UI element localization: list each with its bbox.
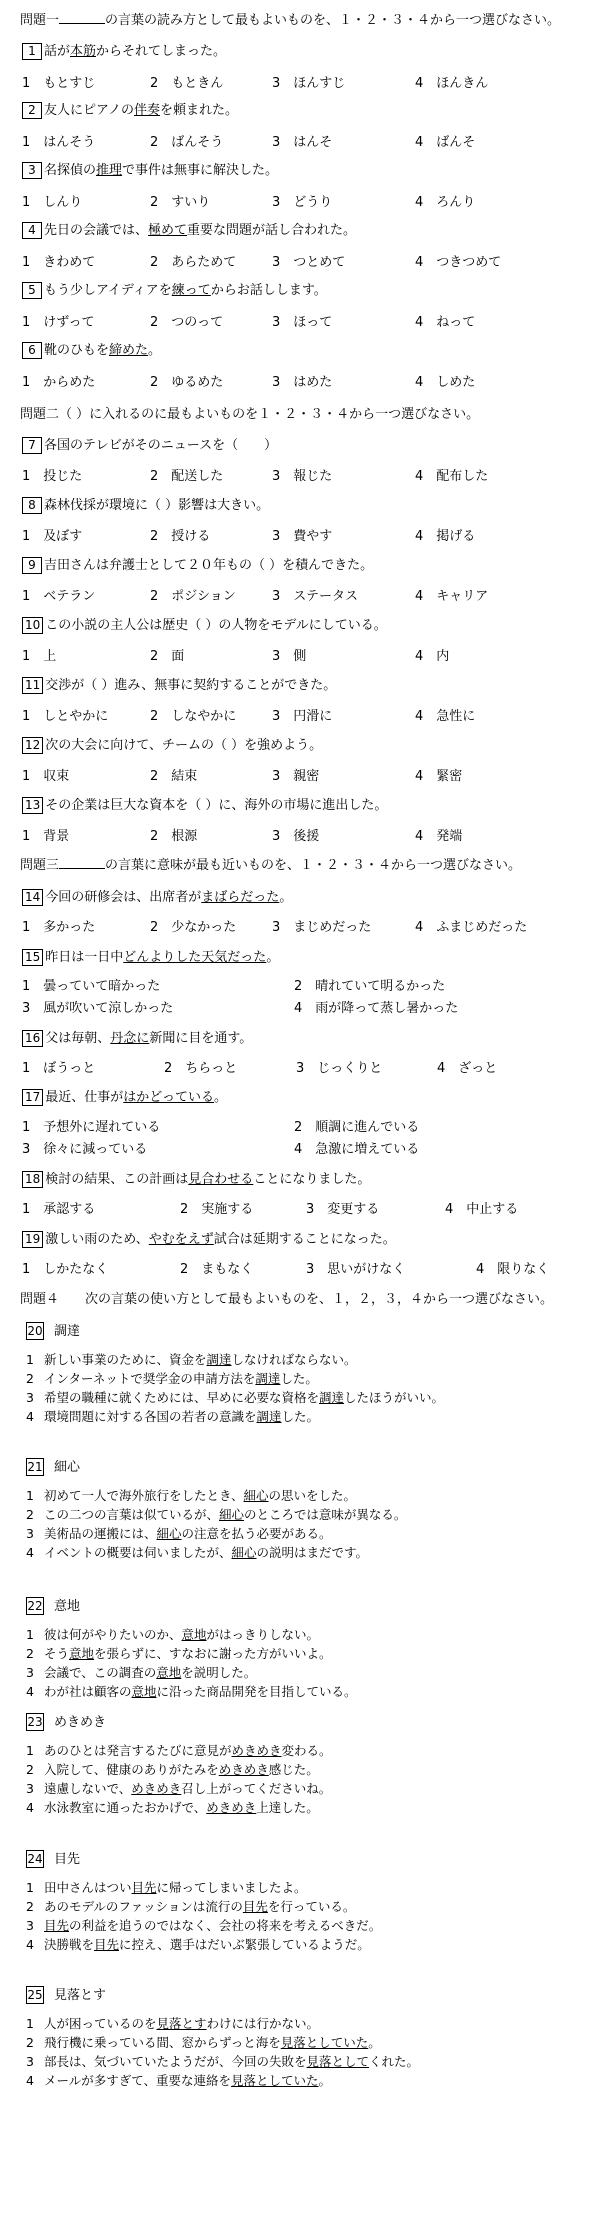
option-2[interactable]: 2 ばんそう <box>150 135 224 150</box>
option-3[interactable]: 3 遠慮しないで、めきめき召し上がってくださいね。 <box>26 1781 332 1796</box>
option-3[interactable]: 3 会議で、この調査の意地を説明した。 <box>26 1665 257 1680</box>
question-text: 激しい雨のため、 <box>45 1232 149 1247</box>
question-text: もう少しアイディアを <box>44 283 172 298</box>
option-3[interactable]: 3 風が吹いて涼しかった <box>22 1001 174 1016</box>
option-4[interactable]: 4 ねって <box>415 315 476 330</box>
question-number: 15 <box>22 949 43 966</box>
option-2[interactable]: 2 もときん <box>150 76 224 91</box>
option-3[interactable]: 3 はめた <box>272 375 333 390</box>
option-1[interactable]: 1 背景 <box>22 829 70 844</box>
question-number: 23 <box>27 1715 43 1729</box>
option-4[interactable]: 4 中止する <box>445 1202 519 1217</box>
question-19 <box>22 1227 396 1253</box>
option-4[interactable]: 4 水泳教室に通ったおかげで、めきめき上達した。 <box>26 1800 319 1815</box>
option-3[interactable]: 3 ステータス <box>272 589 359 604</box>
option-3[interactable]: 3 じっくりと <box>296 1061 383 1076</box>
question-text: からお話しします。 <box>210 283 327 298</box>
option-2[interactable]: 2 順調に進んでいる <box>294 1120 420 1135</box>
target-word: 意地 <box>54 1599 81 1614</box>
part1-label: 問題一 <box>20 13 60 28</box>
option-1[interactable]: 1 からめた <box>22 375 96 390</box>
option-3[interactable]: 3 側 <box>272 649 307 664</box>
underline-blank <box>59 10 105 24</box>
underlined-word: はかどっている <box>123 1090 215 1105</box>
question-4 <box>22 218 356 244</box>
question-12 <box>22 733 322 759</box>
option-1[interactable]: 1 人が困っているのを見落とすわけには行かない。 <box>26 2016 320 2031</box>
option-4[interactable]: 4 配布した <box>415 469 489 484</box>
question-number: 17 <box>22 1089 43 1106</box>
part1-instruction-text: の言葉の読み方として最もよいものを、１・２・３・４から一つ選びなさい。 <box>105 13 561 28</box>
option-4[interactable]: 4 掲げる <box>415 529 476 544</box>
option-4[interactable]: 4 限りなく <box>476 1262 550 1277</box>
option-2[interactable]: 2 飛行機に乗っている間、窓からずっと海を見落としていた。 <box>26 2035 381 2050</box>
option-3[interactable]: 3 ほって <box>272 315 333 330</box>
option-3[interactable]: 3 後援 <box>272 829 320 844</box>
underlined-word: 練って <box>171 283 211 298</box>
question-number: 25 <box>27 1988 43 2002</box>
underlined-word: 推理 <box>96 163 123 178</box>
question-text: で事件は無事に解決した。 <box>122 163 279 178</box>
option-1[interactable]: 1 初めて一人で海外旅行をしたとき、細心の思いをした。 <box>26 1488 357 1503</box>
option-1[interactable]: 1 しとやかに <box>22 709 109 724</box>
option-4[interactable]: 4 雨が降って蒸し暑かった <box>294 1001 459 1016</box>
question-number: 6 <box>22 342 42 359</box>
question-5 <box>22 278 327 304</box>
option-3[interactable]: 3 費やす <box>272 529 333 544</box>
option-1[interactable]: 1 ベテラン <box>22 589 96 604</box>
option-1[interactable]: 1 彼は何がやりたいのか、意地がはっきりしない。 <box>26 1627 320 1642</box>
question-text: 友人にピアノの <box>44 103 134 118</box>
underlined-word: まばらだった <box>201 890 280 905</box>
option-4[interactable]: 4 メールが多すぎて、重要な連絡を見落としていた。 <box>26 2073 332 2088</box>
option-4[interactable]: 4 わが社は顧客の意地に沿った商品開発を目指している。 <box>26 1684 357 1699</box>
question-3 <box>22 158 278 184</box>
question-text: 昨日は一日中 <box>45 950 124 965</box>
question-14 <box>22 885 292 911</box>
option-2[interactable]: 2 根源 <box>150 829 198 844</box>
question-21 <box>26 1455 80 1481</box>
question-number: 5 <box>22 282 42 299</box>
option-1[interactable]: 1 もとすじ <box>22 76 96 91</box>
option-4[interactable]: 4 しめた <box>415 375 476 390</box>
option-4[interactable]: 4 ほんきん <box>415 76 489 91</box>
question-number: 11 <box>22 677 43 694</box>
question-7 <box>22 433 277 459</box>
option-2[interactable]: 2 晴れていて明るかった <box>294 979 446 994</box>
option-1[interactable]: 1 承認する <box>22 1202 96 1217</box>
question-17 <box>22 1085 227 1111</box>
option-3[interactable]: 3 目先の利益を追うのではなく、会社の将来を考えるべきだ。 <box>26 1918 382 1933</box>
option-2[interactable]: 2 まもなく <box>180 1262 254 1277</box>
option-4[interactable]: 4 イベントの概要は伺いましたが、細心の説明はまだです。 <box>26 1545 369 1560</box>
question-text: その企業は巨大な資本を（ ）に、海外の市場に進出した。 <box>45 798 388 813</box>
question-text: を頼まれた。 <box>159 103 238 118</box>
question-number: 19 <box>22 1231 43 1248</box>
question-8 <box>22 493 269 519</box>
question-25 <box>26 1983 106 2009</box>
option-1[interactable]: 1 はんそう <box>22 135 96 150</box>
question-number: 2 <box>22 102 42 119</box>
question-text: 重要な問題が話し合われた。 <box>187 223 357 238</box>
question-number: 22 <box>27 1599 43 1613</box>
option-1[interactable]: 1 及ぼす <box>22 529 83 544</box>
option-4[interactable]: 4 ばんそ <box>415 135 476 150</box>
question-text: 。 <box>148 343 162 358</box>
question-text: 交渉が（ ）進み、無事に契約することができた。 <box>45 678 337 693</box>
question-13 <box>22 793 387 819</box>
question-number: 18 <box>22 1171 43 1188</box>
option-2[interactable]: 2 つのって <box>150 315 224 330</box>
option-2[interactable]: 2 ちらっと <box>164 1061 238 1076</box>
option-1[interactable]: 1 多かった <box>22 920 96 935</box>
question-6 <box>22 338 161 364</box>
question-number: 21 <box>27 1460 43 1474</box>
option-2[interactable]: 2 ポジション <box>150 589 236 604</box>
option-1[interactable]: 1 しんり <box>22 195 83 210</box>
option-3[interactable]: 3 円滑に <box>272 709 333 724</box>
option-2[interactable]: 2 そう意地を張らずに、すなおに謝った方がいいよ。 <box>26 1646 332 1661</box>
question-number: 13 <box>22 797 43 814</box>
option-3[interactable]: 3 美術品の運搬には、細心の注意を払う必要がある。 <box>26 1526 332 1541</box>
question-number: 1 <box>22 43 42 60</box>
option-1[interactable]: 1 曇っていて暗かった <box>22 979 161 994</box>
underlined-word: 本筋 <box>70 44 97 59</box>
option-4[interactable]: 4 ざっと <box>437 1061 498 1076</box>
underlined-word: どんよりした天気だった <box>123 950 267 965</box>
part3-instruction <box>20 853 521 879</box>
question-number: 12 <box>22 737 43 754</box>
question-18 <box>22 1167 370 1193</box>
question-22 <box>26 1594 80 1620</box>
option-2[interactable]: 2 配送した <box>150 469 224 484</box>
target-word: 目先 <box>54 1852 81 1867</box>
question-number: 14 <box>22 889 43 906</box>
question-text: ことになりました。 <box>253 1172 371 1187</box>
question-15 <box>22 945 279 971</box>
question-text: 。 <box>279 890 293 905</box>
underline-blank <box>59 855 105 869</box>
question-text: 。 <box>266 950 280 965</box>
option-2[interactable]: 2 面 <box>150 649 185 664</box>
underlined-word: 締めた <box>109 343 149 358</box>
option-3[interactable]: 3 思いがけなく <box>306 1262 406 1277</box>
question-2 <box>22 98 238 124</box>
option-2[interactable]: 2 この二つの言葉は似ているが、細心のところでは意味が異なる。 <box>26 1507 407 1522</box>
option-2[interactable]: 2 入院して、健康のありがたみをめきめき感じた。 <box>26 1762 319 1777</box>
question-number: 16 <box>22 1030 43 1047</box>
question-text: 最近、仕事が <box>45 1090 124 1105</box>
option-2[interactable]: 2 実施する <box>180 1202 254 1217</box>
question-text: 靴のひもを <box>44 343 110 358</box>
option-2[interactable]: 2 あのモデルのファッションは流行の目先を行っている。 <box>26 1899 356 1914</box>
option-4[interactable]: 4 緊密 <box>415 769 463 784</box>
part3-instruction-text: の言葉に意味が最も近いものを、１・２・３・４から一つ選びなさい。 <box>105 858 522 873</box>
option-1[interactable]: 1 けずって <box>22 315 95 330</box>
underlined-word: 極めて <box>148 223 188 238</box>
option-2[interactable]: 2 授ける <box>150 529 211 544</box>
option-4[interactable]: 4 急激に増えている <box>294 1142 420 1157</box>
question-number: 9 <box>22 557 42 574</box>
question-24 <box>26 1847 80 1873</box>
option-2[interactable]: 2 あらためて <box>150 255 237 270</box>
option-1[interactable]: 1 収束 <box>22 769 70 784</box>
option-3[interactable]: 3 つとめて <box>272 255 346 270</box>
target-word: めきめき <box>54 1715 107 1730</box>
question-text: 検討の結果、この計画は <box>45 1172 189 1187</box>
option-3[interactable]: 3 報じた <box>272 469 333 484</box>
question-text: 名探偵の <box>44 163 97 178</box>
option-3[interactable]: 3 希望の職種に就くためには、早めに必要な資格を調達したほうがいい。 <box>26 1390 445 1405</box>
option-4[interactable]: 4 ふまじめだった <box>415 920 528 935</box>
option-2[interactable]: 2 しなやかに <box>150 709 237 724</box>
part1-instruction <box>20 8 560 34</box>
option-1[interactable]: 1 予想外に遅れている <box>22 1120 161 1135</box>
question-text: 森林伐採が環境に（ ）影響は大きい。 <box>44 498 270 513</box>
question-11 <box>22 673 336 699</box>
option-1[interactable]: 1 新しい事業のために、資金を調達しなければならない。 <box>26 1352 357 1367</box>
option-3[interactable]: 3 どうり <box>272 195 333 210</box>
question-number: 3 <box>22 162 42 179</box>
option-3[interactable]: 3 徐々に減っている <box>22 1142 148 1157</box>
question-text: 次の大会に向けて、チームの（ ）を強めよう。 <box>45 738 323 753</box>
option-4[interactable]: 4 つきつめて <box>415 255 502 270</box>
option-1[interactable]: 1 しかたなく <box>22 1262 109 1277</box>
part3-label: 問題三 <box>20 858 60 873</box>
question-text: 父は毎朝、 <box>45 1031 111 1046</box>
option-1[interactable]: 1 投じた <box>22 469 83 484</box>
option-2[interactable]: 2 インターネットで奨学金の申請方法を調達した。 <box>26 1371 318 1386</box>
underlined-word: 伴奏 <box>133 103 160 118</box>
option-4[interactable]: 4 環境問題に対する各国の若者の意識を調達した。 <box>26 1409 320 1424</box>
target-word: 調達 <box>54 1324 81 1339</box>
question-text: 新聞に目を通す。 <box>149 1031 253 1046</box>
question-9 <box>22 553 373 579</box>
question-20 <box>26 1319 80 1345</box>
option-4[interactable]: 4 キャリア <box>415 589 489 604</box>
question-number: 24 <box>27 1852 43 1866</box>
underlined-word: 見合わせる <box>188 1172 254 1187</box>
question-16 <box>22 1026 252 1052</box>
option-1[interactable]: 1 上 <box>22 649 57 664</box>
option-4[interactable]: 4 発端 <box>415 829 463 844</box>
question-number: 4 <box>22 222 42 239</box>
target-word: 見落とす <box>54 1988 107 2003</box>
option-1[interactable]: 1 あのひとは発言するたびに意見がめきめき変わる。 <box>26 1743 332 1758</box>
question-text: この小説の主人公は歴史（ ）の人物をモデルにしている。 <box>45 618 387 633</box>
option-2[interactable]: 2 結束 <box>150 769 198 784</box>
question-10 <box>22 613 387 639</box>
question-number: 20 <box>27 1324 43 1338</box>
option-2[interactable]: 2 ゆるめた <box>150 375 224 390</box>
part4-instruction: 問題４ 次の言葉の使い方として最もよいものを、１，２，３，４から一つ選びなさい。 <box>20 1292 554 1307</box>
question-text: 各国のテレビがそのニュースを（ ） <box>44 438 278 453</box>
option-3[interactable]: 3 まじめだった <box>272 920 372 935</box>
question-number: 8 <box>22 497 42 514</box>
question-1 <box>22 39 226 65</box>
option-3[interactable]: 3 部長は、気づいていたようだが、今回の失敗を見落としてくれた。 <box>26 2054 420 2069</box>
option-3[interactable]: 3 変更する <box>306 1202 380 1217</box>
option-2[interactable]: 2 少なかった <box>150 920 237 935</box>
question-text: 。 <box>214 1090 228 1105</box>
option-2[interactable]: 2 すいり <box>150 195 211 210</box>
option-1[interactable]: 1 きわめて <box>22 255 96 270</box>
question-text: 先日の会議では、 <box>44 223 149 238</box>
question-number: 7 <box>22 437 42 454</box>
question-text: からそれてしまった。 <box>96 44 227 59</box>
option-1[interactable]: 1 ぼうっと <box>22 1061 96 1076</box>
underlined-word: 丹念に <box>110 1031 150 1046</box>
option-3[interactable]: 3 ほんすじ <box>272 76 346 91</box>
option-4[interactable]: 4 決勝戦を目先に控え、選手はだいぶ緊張しているようだ。 <box>26 1937 370 1952</box>
question-number: 10 <box>22 617 43 634</box>
option-3[interactable]: 3 はんそ <box>272 135 333 150</box>
part2-instruction: 問題二（ ）に入れるのに最もよいものを１・２・３・４から一つ選びなさい。 <box>20 407 480 422</box>
underlined-word: やむをえず <box>148 1232 214 1247</box>
option-1[interactable]: 1 田中さんはつい目先に帰ってしまいましたよ。 <box>26 1880 307 1895</box>
question-text: 今回の研修会は、出席者が <box>45 890 202 905</box>
option-4[interactable]: 4 内 <box>415 649 450 664</box>
option-4[interactable]: 4 急性に <box>415 709 476 724</box>
option-3[interactable]: 3 親密 <box>272 769 320 784</box>
target-word: 細心 <box>54 1460 81 1475</box>
question-text: 吉田さんは弁護士として２０年もの（ ）を積んできた。 <box>44 558 374 573</box>
option-4[interactable]: 4 ろんり <box>415 195 476 210</box>
question-text: 話が <box>44 44 71 59</box>
question-23 <box>26 1710 106 1736</box>
question-text: 試合は延期することになった。 <box>213 1232 396 1247</box>
